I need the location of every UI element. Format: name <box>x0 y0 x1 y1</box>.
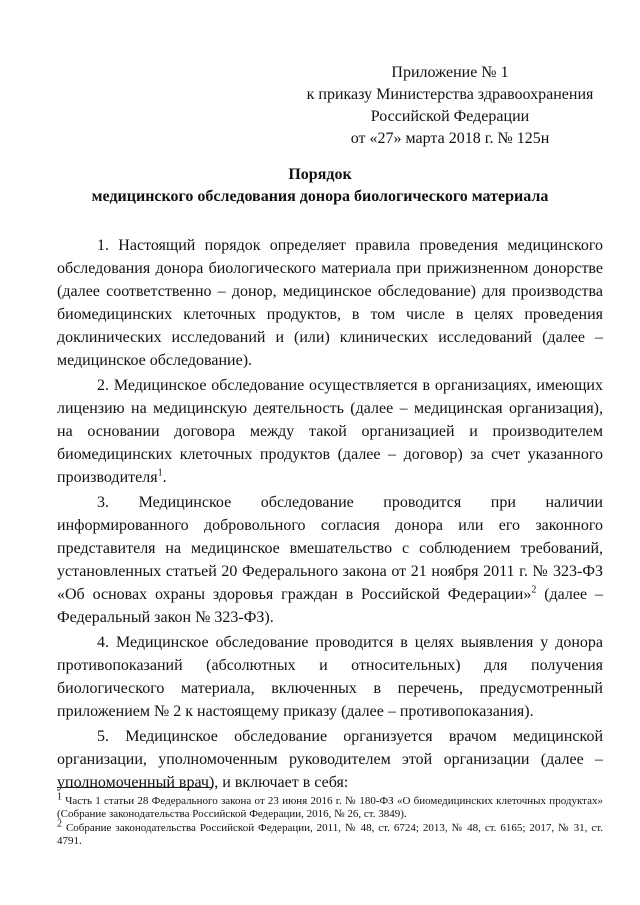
paragraph-2-text: 2. Медицинское обследование осуществляется в организациях, имеющих лицензию на медицинскую деятельность (далее – медицинская организация), на основании договора между такой организацией и производителем биомедицинских клеточных продуктов (далее – договор) за счет указанного производителя <box>57 377 603 486</box>
footnote-ref-2: 2 <box>531 584 537 596</box>
footnote-2-text: Собрание законодательства Российской Федерации, 2011, № 48, ст. 6724; 2013, № 48, ст. 6165; 2017, № 31, ст. 4791. <box>57 822 603 847</box>
document-body <box>57 234 603 796</box>
footnote-1 <box>57 791 603 821</box>
footnote-separator <box>57 787 212 788</box>
footnote-2-mark: 2 <box>57 818 62 830</box>
paragraph-2 <box>57 374 603 489</box>
appendix-header <box>300 62 600 150</box>
appendix-date: от «27» марта 2018 г. № 125н <box>350 130 550 147</box>
title-line-1: Порядок <box>288 166 352 183</box>
paragraph-3-end: (далее – Федеральный закон № 323-ФЗ). <box>57 586 604 626</box>
appendix-country: Российской Федерации <box>370 108 530 125</box>
appendix-order-ref: к приказу Министерства здравоохранения <box>306 86 594 103</box>
footnote-1-mark: 1 <box>57 791 62 803</box>
footnote-1-text: Часть 1 статьи 28 Федерального закона от 23 июня 2016 г. № 180-ФЗ «О биомедицинских клеточных продуктах» (Собрание законодательства Российской Федерации, 2016, № 26, ст. 3849). <box>57 795 603 820</box>
paragraph-1: 1. Настоящий порядок определяет правила проведения медицинского обследования донора биологического материала при прижизненном донорстве (далее соответственно – донор, медицинское обследование) для производства биомедицинских клеточных продуктов, в том числе в целях проведения доклинических исследований и (или) клинических исследований (далее – медицинское обследование). <box>57 237 603 369</box>
paragraph-5: 5. Медицинское обследование организуется врачом медицинской организации, уполномоченным руководителем этой организации (далее – уполномоченный врач), и включает в себя: <box>57 728 603 791</box>
footnote-2 <box>57 818 603 848</box>
title-line-2: медицинского обследования донора биологического материала <box>91 188 549 205</box>
paragraph-3 <box>57 491 603 629</box>
paragraph-3-text: 3. Медицинское обследование проводится при наличии информированного добровольного согласия донора или его законного представителя на медицинское вмешательство с соблюдением требований, установленных статьей 20 Федерального закона от 21 ноября 2011 г. № 323-ФЗ «Об основах охраны здоровья граждан в Российской Федерации» <box>57 494 603 603</box>
paragraph-2-end: . <box>162 469 167 486</box>
document-title <box>60 164 580 208</box>
footnotes <box>57 791 603 849</box>
footnote-ref-1: 1 <box>157 467 163 479</box>
appendix-number: Приложение № 1 <box>391 64 509 81</box>
paragraph-4: 4. Медицинское обследование проводится в целях выявления у донора противопоказаний (абсолютных и относительных) для получения биологического материала, включенных в перечень, предусмотренный приложением № 2 к настоящему приказу (далее – противопоказания). <box>57 634 603 720</box>
